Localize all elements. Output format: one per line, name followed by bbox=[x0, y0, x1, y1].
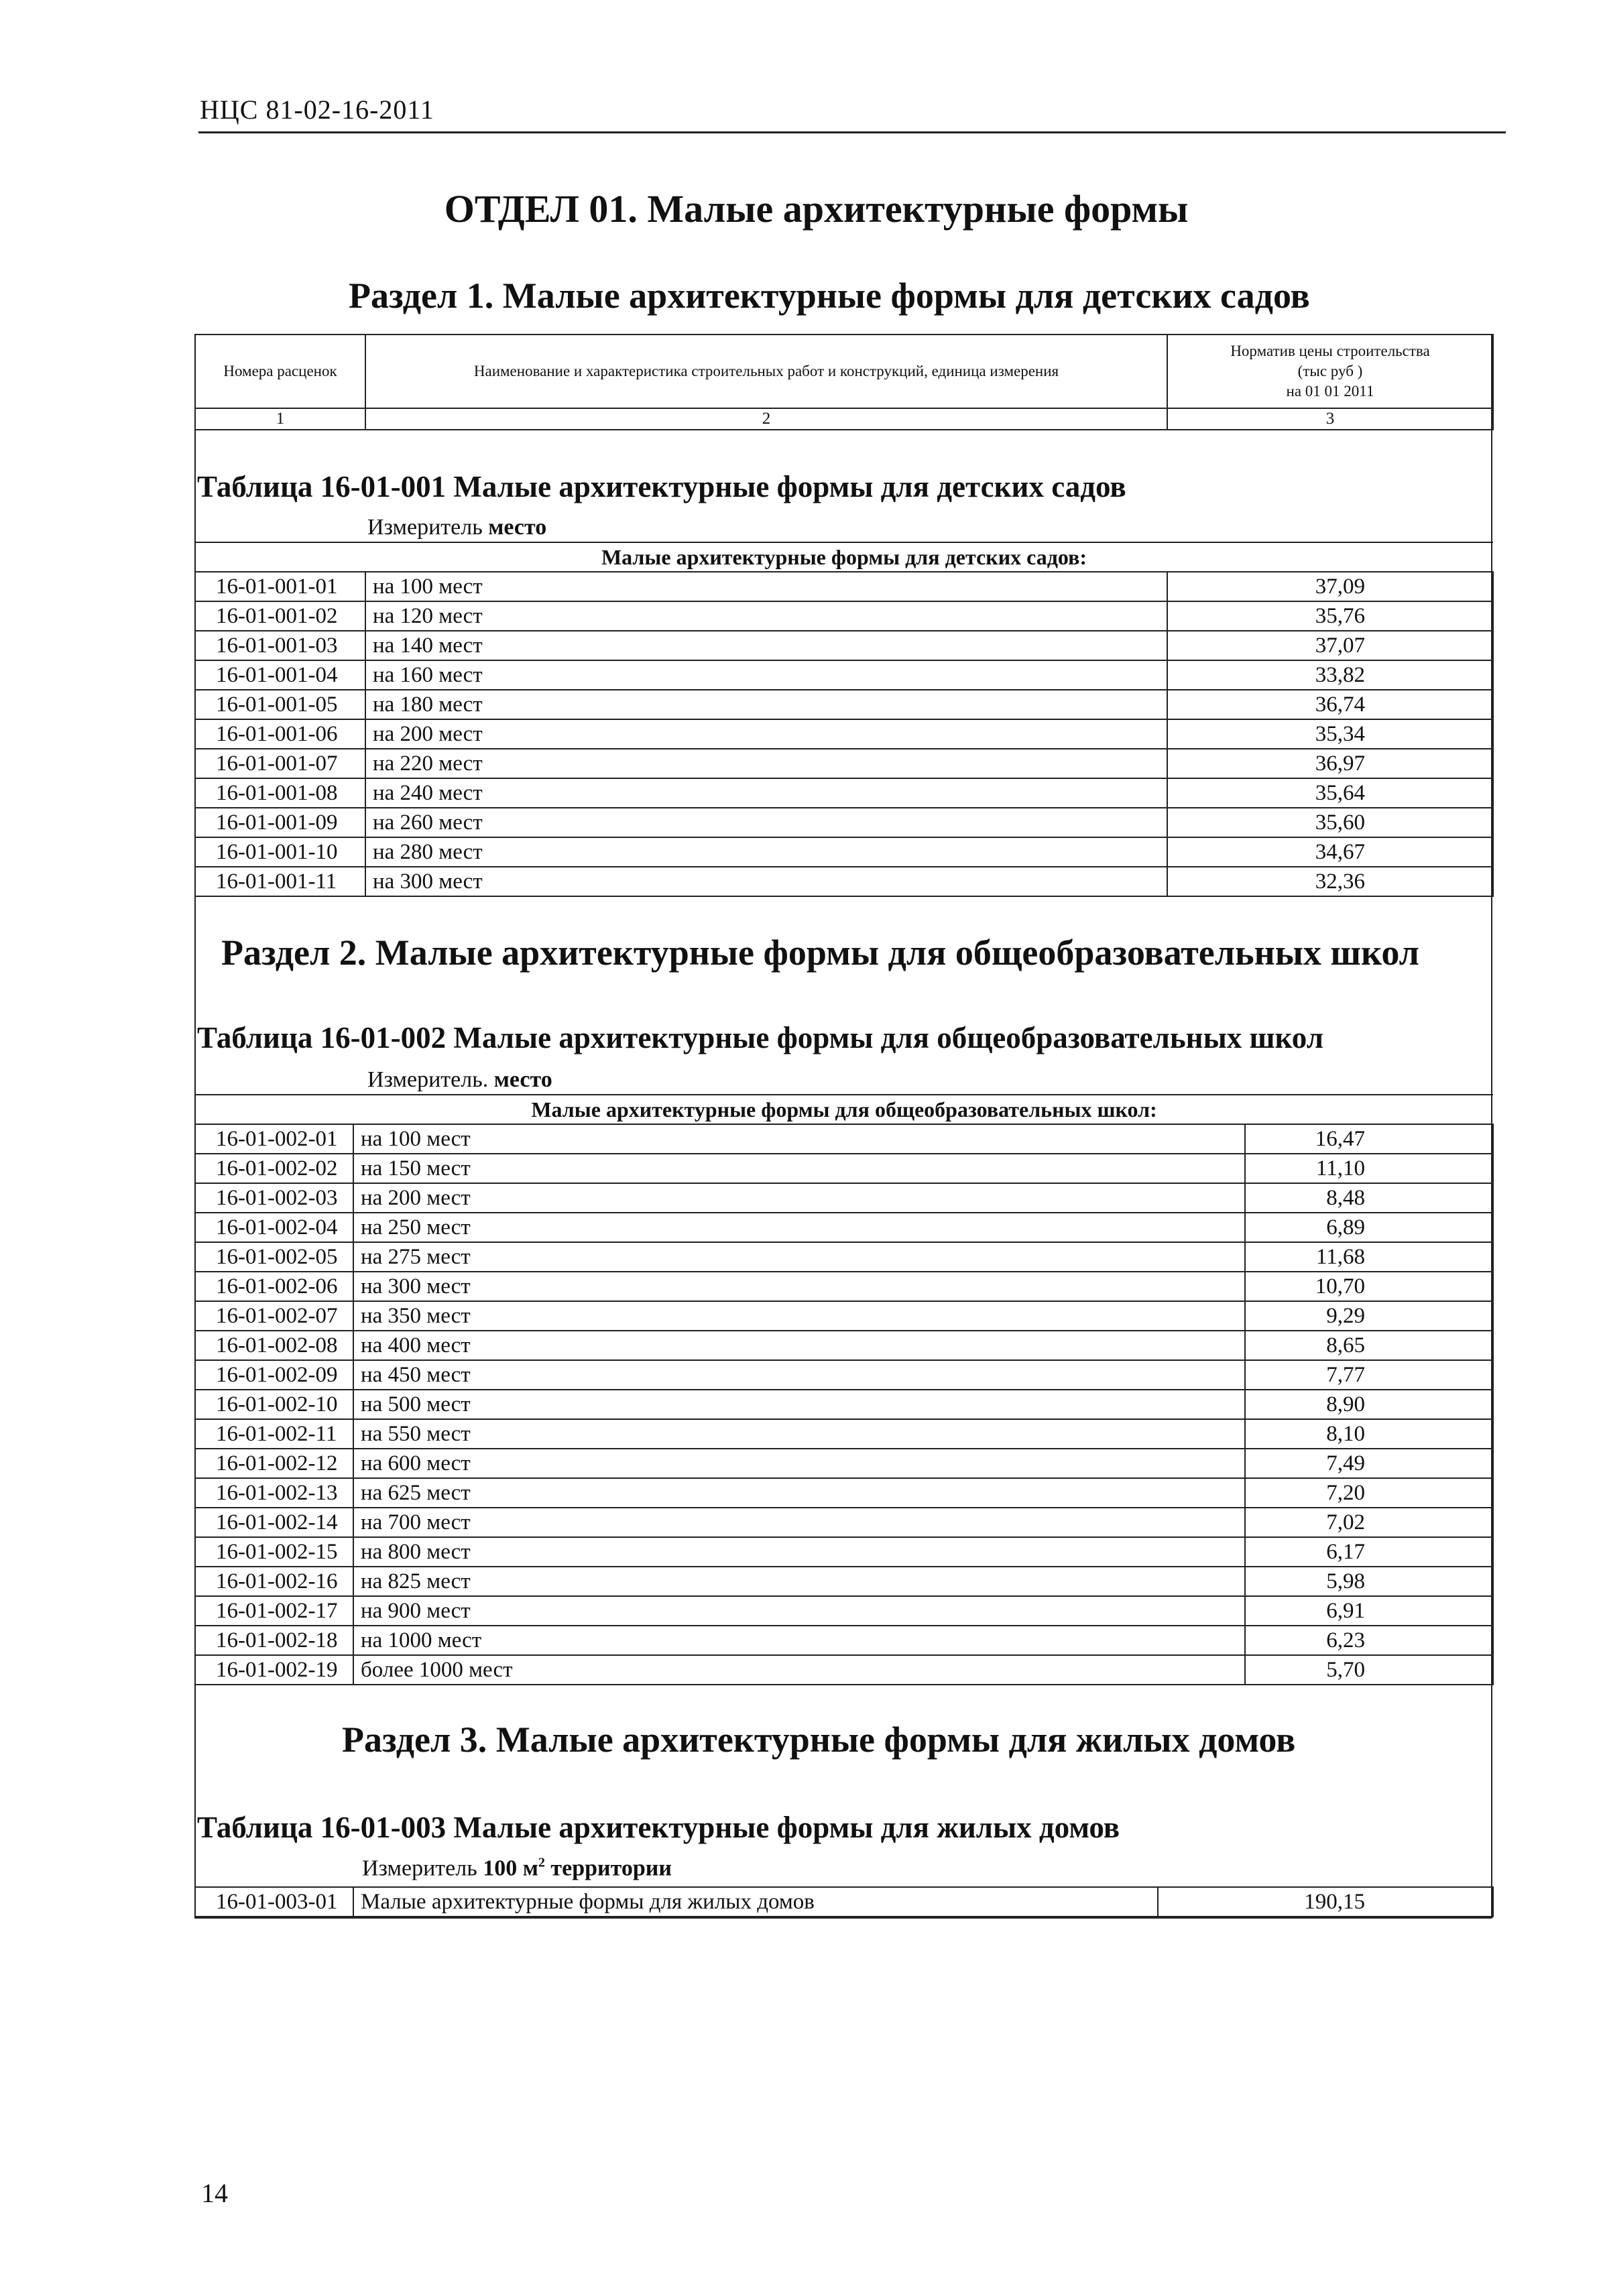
rate-code: 16-01-002-14 bbox=[195, 1508, 353, 1537]
price-value: 8,65 bbox=[1245, 1331, 1493, 1360]
table-row bbox=[195, 1360, 1493, 1390]
column-number-3: 3 bbox=[1167, 408, 1493, 430]
item-name: на 240 мест bbox=[365, 778, 1167, 808]
price-value: 5,70 bbox=[1245, 1655, 1493, 1685]
price-value: 7,02 bbox=[1245, 1508, 1493, 1537]
rate-code: 16-01-002-02 bbox=[195, 1154, 353, 1183]
item-name: на 280 мест bbox=[365, 837, 1167, 867]
item-name: на 180 мест bbox=[365, 690, 1167, 719]
table-row bbox=[195, 1272, 1493, 1301]
table-row bbox=[195, 808, 1493, 837]
table-3-measurer: Измеритель 100 $м^2$ территории bbox=[362, 1856, 672, 1881]
price-value: 8,90 bbox=[1245, 1390, 1493, 1419]
table-row bbox=[195, 719, 1493, 749]
item-name: на 400 мест bbox=[353, 1331, 1245, 1360]
column-header-price: Норматив цены строительства (тыс руб ) на 01 01 2011 bbox=[1167, 335, 1493, 408]
rate-code: 16-01-002-10 bbox=[195, 1390, 353, 1419]
table-row bbox=[195, 837, 1493, 867]
section-1-title: Раздел 1. Малые архитектурные формы для детских садов bbox=[349, 276, 1310, 316]
table-row bbox=[195, 1124, 1493, 1154]
price-value: 8,10 bbox=[1245, 1419, 1493, 1449]
item-name: на 220 мест bbox=[365, 749, 1167, 778]
table-row bbox=[195, 1887, 1493, 1917]
table-row bbox=[195, 690, 1493, 719]
item-name: на 450 мест bbox=[353, 1360, 1245, 1390]
rate-code: 16-01-001-09 bbox=[195, 808, 365, 837]
table-2 bbox=[194, 1094, 1494, 1685]
price-value: 6,17 bbox=[1245, 1537, 1493, 1567]
price-value: 37,07 bbox=[1167, 631, 1493, 660]
item-name: на 150 мест bbox=[353, 1154, 1245, 1183]
price-value: 11,10 bbox=[1245, 1154, 1493, 1183]
rate-code: 16-01-003-01 bbox=[195, 1887, 353, 1917]
item-name: на 100 мест bbox=[353, 1124, 1245, 1154]
table-row bbox=[195, 1390, 1493, 1419]
price-value: 35,60 bbox=[1167, 808, 1493, 837]
table-row bbox=[195, 1655, 1493, 1685]
price-value: 36,97 bbox=[1167, 749, 1493, 778]
rate-code: 16-01-001-11 bbox=[195, 867, 365, 896]
rate-code: 16-01-002-18 bbox=[195, 1626, 353, 1655]
rate-code: 16-01-001-04 bbox=[195, 660, 365, 690]
item-name: на 350 мест bbox=[353, 1301, 1245, 1331]
price-value: 10,70 bbox=[1245, 1272, 1493, 1301]
item-name: на 300 мест bbox=[365, 867, 1167, 896]
rate-code: 16-01-002-04 bbox=[195, 1213, 353, 1242]
column-header-codes: Номера расценок bbox=[195, 335, 365, 408]
table-row bbox=[195, 631, 1493, 660]
table-3 bbox=[194, 1886, 1494, 1917]
table-row bbox=[195, 660, 1493, 690]
item-name: на 140 мест bbox=[365, 631, 1167, 660]
rate-code: 16-01-002-03 bbox=[195, 1183, 353, 1213]
item-name: Малые архитектурные формы для жилых домов bbox=[353, 1887, 1158, 1917]
rate-code: 16-01-002-19 bbox=[195, 1655, 353, 1685]
rate-code: 16-01-001-08 bbox=[195, 778, 365, 808]
rate-code: 16-01-001-10 bbox=[195, 837, 365, 867]
item-name: на 300 мест bbox=[353, 1272, 1245, 1301]
item-name: на 900 мест bbox=[353, 1596, 1245, 1626]
price-value: 7,77 bbox=[1245, 1360, 1493, 1390]
table-row bbox=[195, 1242, 1493, 1272]
table-3-title: Таблица 16-01-003 Малые архитектурные формы для жилых домов bbox=[197, 1811, 1120, 1844]
price-value: 190,15 bbox=[1158, 1887, 1493, 1917]
price-value: 32,36 bbox=[1167, 867, 1493, 896]
rate-code: 16-01-002-08 bbox=[195, 1331, 353, 1360]
rate-code: 16-01-002-07 bbox=[195, 1301, 353, 1331]
rate-code: 16-01-001-06 bbox=[195, 719, 365, 749]
rate-code: 16-01-002-05 bbox=[195, 1242, 353, 1272]
rate-code: 16-01-001-07 bbox=[195, 749, 365, 778]
table-row bbox=[195, 1183, 1493, 1213]
price-value: 8,48 bbox=[1245, 1183, 1493, 1213]
rate-code: 16-01-002-06 bbox=[195, 1272, 353, 1301]
item-name: на 250 мест bbox=[353, 1213, 1245, 1242]
price-value: 16,47 bbox=[1245, 1124, 1493, 1154]
price-value: 9,29 bbox=[1245, 1301, 1493, 1331]
table-1 bbox=[194, 542, 1494, 897]
item-name: более 1000 мест bbox=[353, 1655, 1245, 1685]
document-header: НЦС 81-02-16-2011 bbox=[200, 95, 434, 125]
item-name: на 550 мест bbox=[353, 1419, 1245, 1449]
section-2-title: Раздел 2. Малые архитектурные формы для общеобразовательных школ bbox=[221, 932, 1419, 973]
table-2-measurer: Измеритель. место bbox=[367, 1067, 552, 1092]
table-row bbox=[195, 1154, 1493, 1183]
price-value: 35,76 bbox=[1167, 601, 1493, 631]
table-row bbox=[195, 1626, 1493, 1655]
table-row bbox=[195, 1213, 1493, 1242]
table-row bbox=[195, 1596, 1493, 1626]
price-value: 7,49 bbox=[1245, 1449, 1493, 1478]
table-row bbox=[195, 749, 1493, 778]
table-row bbox=[195, 778, 1493, 808]
price-value: 6,89 bbox=[1245, 1213, 1493, 1242]
rate-code: 16-01-002-12 bbox=[195, 1449, 353, 1478]
header-rule bbox=[198, 131, 1506, 133]
item-name: на 825 мест bbox=[353, 1567, 1245, 1596]
price-value: 11,68 bbox=[1245, 1242, 1493, 1272]
item-name: на 600 мест bbox=[353, 1449, 1245, 1478]
table-1-measurer: Измеритель место bbox=[367, 515, 547, 540]
item-name: на 700 мест bbox=[353, 1508, 1245, 1537]
item-name: на 625 мест bbox=[353, 1478, 1245, 1508]
rate-code: 16-01-002-01 bbox=[195, 1124, 353, 1154]
rate-code: 16-01-002-09 bbox=[195, 1360, 353, 1390]
item-name: на 275 мест bbox=[353, 1242, 1245, 1272]
rate-code: 16-01-002-11 bbox=[195, 1419, 353, 1449]
rate-code: 16-01-001-02 bbox=[195, 601, 365, 631]
table-row bbox=[195, 601, 1493, 631]
column-number-1: 1 bbox=[195, 408, 365, 430]
column-header-table bbox=[194, 334, 1494, 430]
item-name: на 200 мест bbox=[353, 1183, 1245, 1213]
rate-code: 16-01-002-17 bbox=[195, 1596, 353, 1626]
table-row bbox=[195, 1537, 1493, 1567]
price-value: 34,67 bbox=[1167, 837, 1493, 867]
table-row bbox=[195, 1508, 1493, 1537]
item-name: на 1000 мест bbox=[353, 1626, 1245, 1655]
price-value: 37,09 bbox=[1167, 572, 1493, 601]
table-row bbox=[195, 1449, 1493, 1478]
item-name: на 800 мест bbox=[353, 1537, 1245, 1567]
item-name: на 120 мест bbox=[365, 601, 1167, 631]
price-value: 35,64 bbox=[1167, 778, 1493, 808]
item-name: на 160 мест bbox=[365, 660, 1167, 690]
otdel-title: ОТДЕЛ 01. Малые архитектурные формы bbox=[444, 187, 1189, 231]
table-row bbox=[195, 1301, 1493, 1331]
item-name: на 200 мест bbox=[365, 719, 1167, 749]
column-header-name: Наименование и характеристика строительных работ и конструкций, единица измерения bbox=[365, 335, 1167, 408]
price-value: 6,23 bbox=[1245, 1626, 1493, 1655]
table-row bbox=[195, 1419, 1493, 1449]
page-number: 14 bbox=[201, 2178, 228, 2208]
rate-code: 16-01-002-15 bbox=[195, 1537, 353, 1567]
price-value: 33,82 bbox=[1167, 660, 1493, 690]
price-value: 7,20 bbox=[1245, 1478, 1493, 1508]
table-row bbox=[195, 1478, 1493, 1508]
table-row bbox=[195, 867, 1493, 896]
rate-code: 16-01-001-01 bbox=[195, 572, 365, 601]
rate-code: 16-01-002-13 bbox=[195, 1478, 353, 1508]
price-value: 5,98 bbox=[1245, 1567, 1493, 1596]
price-value: 36,74 bbox=[1167, 690, 1493, 719]
section-3-title: Раздел 3. Малые архитектурные формы для жилых домов bbox=[342, 1719, 1296, 1760]
rate-code: 16-01-002-16 bbox=[195, 1567, 353, 1596]
rate-code: 16-01-001-03 bbox=[195, 631, 365, 660]
item-name: на 100 мест bbox=[365, 572, 1167, 601]
price-value: 35,34 bbox=[1167, 719, 1493, 749]
table-row bbox=[195, 572, 1493, 601]
table-1-title: Таблица 16-01-001 Малые архитектурные формы для детских садов bbox=[197, 470, 1126, 503]
table-2-title: Таблица 16-01-002 Малые архитектурные формы для общеобразовательных школ bbox=[197, 1021, 1323, 1054]
table-1-subheader: Малые архитектурные формы для детских садов: bbox=[195, 542, 1493, 572]
item-name: на 500 мест bbox=[353, 1390, 1245, 1419]
item-name: на 260 мест bbox=[365, 808, 1167, 837]
table-2-subheader: Малые архитектурные формы для общеобразовательных школ: bbox=[195, 1095, 1493, 1124]
rate-code: 16-01-001-05 bbox=[195, 690, 365, 719]
price-value: 6,91 bbox=[1245, 1596, 1493, 1626]
table-row bbox=[195, 1567, 1493, 1596]
table-row bbox=[195, 1331, 1493, 1360]
column-number-2: 2 bbox=[365, 408, 1167, 430]
